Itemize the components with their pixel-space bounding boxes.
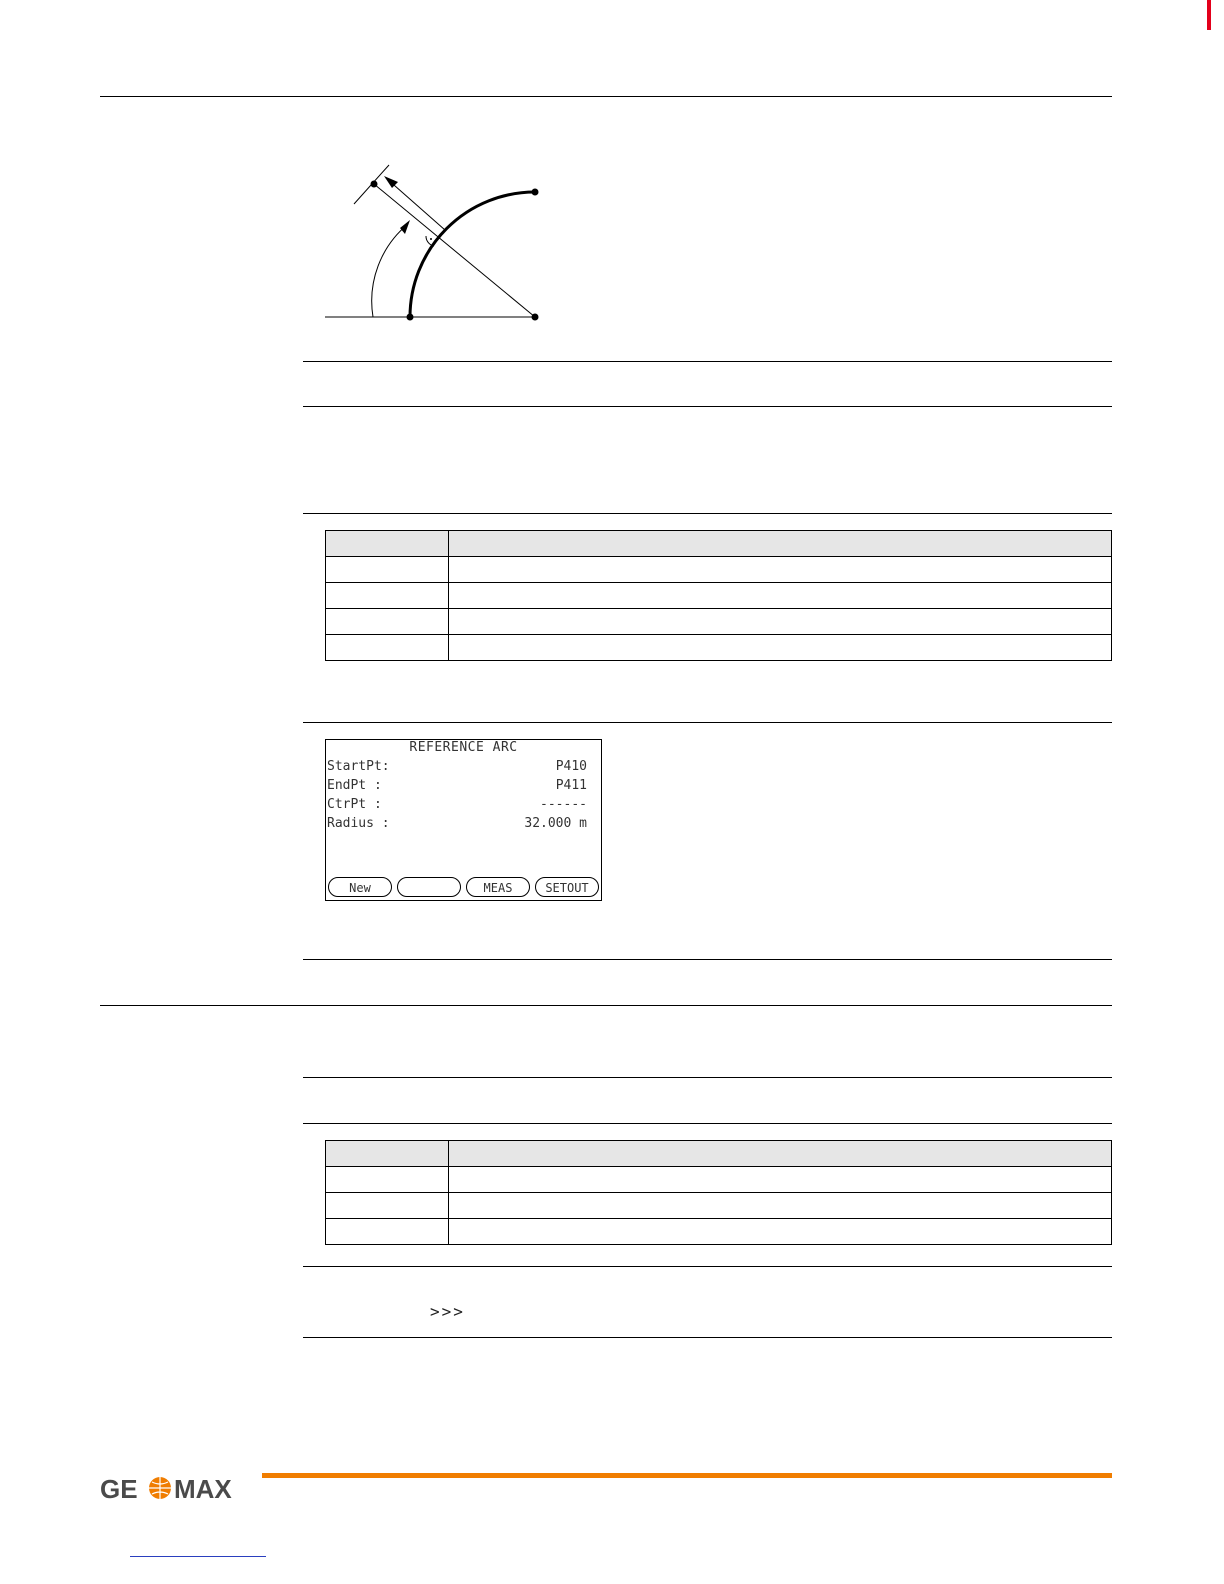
ctrpt-label: CtrPt : [327, 797, 382, 812]
ctrpt-row[interactable] [327, 797, 587, 815]
parameter-table-2 [325, 1140, 1112, 1245]
svg-text:GE: GE [100, 1474, 138, 1504]
section-rule [303, 361, 1112, 362]
page-tab-marker [1207, 0, 1211, 30]
radius-label: Radius : [327, 816, 390, 831]
screen-title: REFERENCE ARC [409, 740, 518, 755]
endpt-row[interactable] [327, 778, 587, 796]
footer-link-underline[interactable] [130, 1556, 266, 1557]
arc-start-point [407, 314, 414, 321]
table-header-row [326, 531, 1112, 557]
table-row [326, 1167, 1112, 1193]
section-rule [303, 1266, 1112, 1267]
angle-arc [372, 224, 408, 317]
next-page-arrows[interactable]: >>> [430, 1302, 465, 1321]
reference-arc-diagram [320, 160, 560, 330]
reference-arc-screen [325, 739, 602, 901]
endpt-label: EndPt : [327, 778, 382, 793]
table-header-cell [449, 1141, 1112, 1167]
table-row [326, 557, 1112, 583]
softkey-bar [328, 877, 600, 899]
section-rule [303, 959, 1112, 960]
angle-arrowhead [400, 220, 410, 234]
arc-center-point [532, 314, 539, 321]
startpt-label: StartPt: [327, 759, 390, 774]
offset-point [371, 181, 378, 188]
parameter-table-1 [325, 530, 1112, 661]
geomax-logo [100, 1470, 246, 1506]
table-row [326, 609, 1112, 635]
table-header-cell [326, 531, 449, 557]
section-rule [303, 513, 1112, 514]
table-row [326, 583, 1112, 609]
radius-row[interactable] [327, 816, 587, 834]
table-header-row [326, 1141, 1112, 1167]
startpt-row[interactable] [327, 759, 587, 777]
section-rule [303, 1123, 1112, 1124]
ctrpt-value: ------ [540, 797, 587, 812]
radius-value: 32.000 m [524, 816, 587, 831]
section-rule [303, 722, 1112, 723]
table-row [326, 635, 1112, 661]
section-rule [303, 1077, 1112, 1078]
header-rule [100, 96, 1112, 97]
offset-line [386, 178, 445, 230]
chapter-rule [100, 1005, 1112, 1006]
section-rule [303, 1337, 1112, 1338]
startpt-value: P410 [555, 759, 587, 774]
table-header-cell [326, 1141, 449, 1167]
arc-end-point [532, 189, 539, 196]
setout-softkey[interactable]: SETOUT [535, 877, 599, 897]
endpt-value: P411 [555, 778, 587, 793]
blank-softkey[interactable] [397, 877, 461, 897]
meas-softkey[interactable]: MEAS [466, 877, 530, 897]
table-header-cell [449, 531, 1112, 557]
reference-arc [410, 192, 535, 317]
svg-text:MAX: MAX [174, 1474, 232, 1504]
table-row [326, 1193, 1112, 1219]
footer-accent-bar [262, 1473, 1112, 1478]
radial-line [374, 184, 535, 317]
new-softkey[interactable]: New [328, 877, 392, 897]
table-row [326, 1219, 1112, 1245]
section-rule [303, 406, 1112, 407]
